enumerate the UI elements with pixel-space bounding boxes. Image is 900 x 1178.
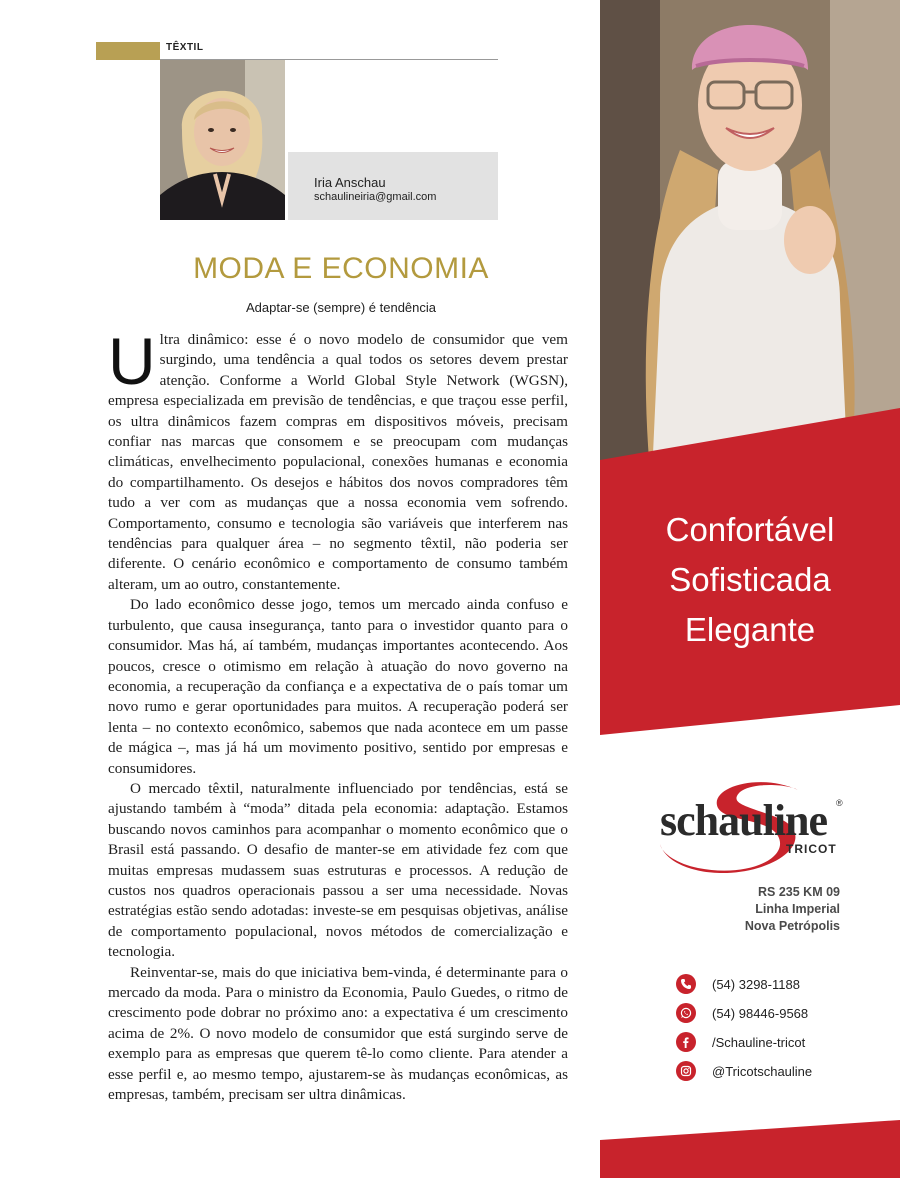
- contact-whatsapp[interactable]: [676, 1002, 808, 1024]
- contact-text: (54) 3298-1188: [712, 976, 800, 992]
- slogan-line: Sofisticada: [669, 561, 831, 598]
- contact-instagram[interactable]: [676, 1060, 812, 1082]
- registered-mark: ®: [836, 798, 843, 808]
- contact-text: /Schauline-tricot: [712, 1034, 806, 1050]
- article-title: MODA E ECONOMIA: [193, 252, 489, 285]
- article-paragraph: Do lado econômico desse jogo, temos um mercado ainda confuso e turbulento, que causa insegurança, tanto para o investidor quanto para o consumidor. Mas há, aí também, mudanças importantes acontecendo. Aos poucos, cresce o otimismo em relação à atuação do novo governo na economia, a recuperação da confiança e a expectativa de o país tomar um novo rumo e gerar oportunidades para muitos. A recuperação poderá ser lenta – no contexto econômico, sabemos que nada acontece em um passe de mágica –, mas já há um movimento positivo, sentido por empresas e consumidores.: [108, 596, 568, 777]
- section-color-bar: [96, 42, 160, 60]
- phone-icon: [676, 974, 696, 994]
- article-body: [108, 324, 568, 1105]
- author-name: Iria Anschau: [314, 175, 386, 190]
- address-line: Linha Imperial: [755, 902, 840, 916]
- address-block: [700, 884, 840, 935]
- ad-slogan: [600, 505, 900, 655]
- contact-text: @Tricotschauline: [712, 1063, 813, 1079]
- brand-subtitle: TRICOT: [786, 842, 837, 856]
- drop-cap: U: [108, 324, 156, 398]
- contact-phone[interactable]: [676, 973, 800, 995]
- article-subtitle: Adaptar-se (sempre) é tendência: [245, 300, 437, 315]
- slogan-line: Elegante: [684, 611, 816, 648]
- whatsapp-icon: [676, 1003, 696, 1023]
- article-paragraph: O mercado têxtil, naturalmente influenciado por tendências, está se ajustando também à “moda” ditada pela economia: adaptação. Estamos buscando novos caminhos para acompanhar o momento econômico que o Brasil está passando. O desafio de manter-se em atividade fez com que muitas empresas mudassem suas estruturas e processos. A redução de custos nos quadros operacionais passou a ser uma necessidade. Novas estratégias estão sendo adotadas: investe-se em pesquisas objetivas, análise de comportamento populacional, novos métodos de comercialização e tecnologia.: [108, 779, 568, 961]
- address-line: RS 235 KM 09: [758, 885, 840, 899]
- article-paragraph: Ultra dinâmico: esse é o novo modelo de consumidor que vem surgindo, uma tendência a qual todos os setores devem prestar atenção. Conforme a World Global Style Network (WGSN), empresa especializada em previsão de tendências, e que traçou esse perfil, os ultra dinâmicos fazem compras em dispositivos móveis, precisam confiar nas marcas que consomem e se preocupam com mudanças climáticas, envelhecimento populacional, conexões humanas e economia do compartilhamento. Os desejos e hábitos dos novos compradores têm tudo a ver com as mudanças que a nossa economia vem sofrendo. Comportamento, consumo e tecnologia são variáveis que interferem nas tendências para qualquer área – no segmento têxtil, não poderia ser diferente. O cenário econômico e comportamento de consumo também alteram, um ao outro, constantemente.: [108, 324, 568, 593]
- article-paragraph: Reinventar-se, mais do que iniciativa bem-vinda, é determinante para o mercado da moda. Para o ministro da Economia, Paulo Guedes, o ritmo de crescimento pode dobrar no próximo ano: a expectativa é um crescimento acima de 2%. O novo modelo de consumidor que está surgindo serve de exemplo para as empresas que querem tê-lo como cliente. Para atender a esse perfil e, ao mesmo tempo, ajustarem-se às mudanças econômicas, as empresas, também, precisam ser ultra dinâmicas.: [108, 963, 568, 1104]
- author-photo: [160, 60, 285, 220]
- slogan-line: Confortável: [665, 511, 835, 548]
- contact-facebook[interactable]: [676, 1031, 805, 1053]
- facebook-icon: [676, 1032, 696, 1052]
- address-line: Nova Petrópolis: [744, 919, 840, 933]
- instagram-icon: [676, 1061, 696, 1081]
- author-portrait-illustration: [160, 60, 285, 220]
- author-email[interactable]: schaulineiria@gmail.com: [314, 191, 437, 203]
- contact-text: (54) 98446-9568: [712, 1005, 809, 1021]
- section-label: TÊXTIL: [166, 42, 204, 53]
- brand-name: schauline: [660, 796, 828, 845]
